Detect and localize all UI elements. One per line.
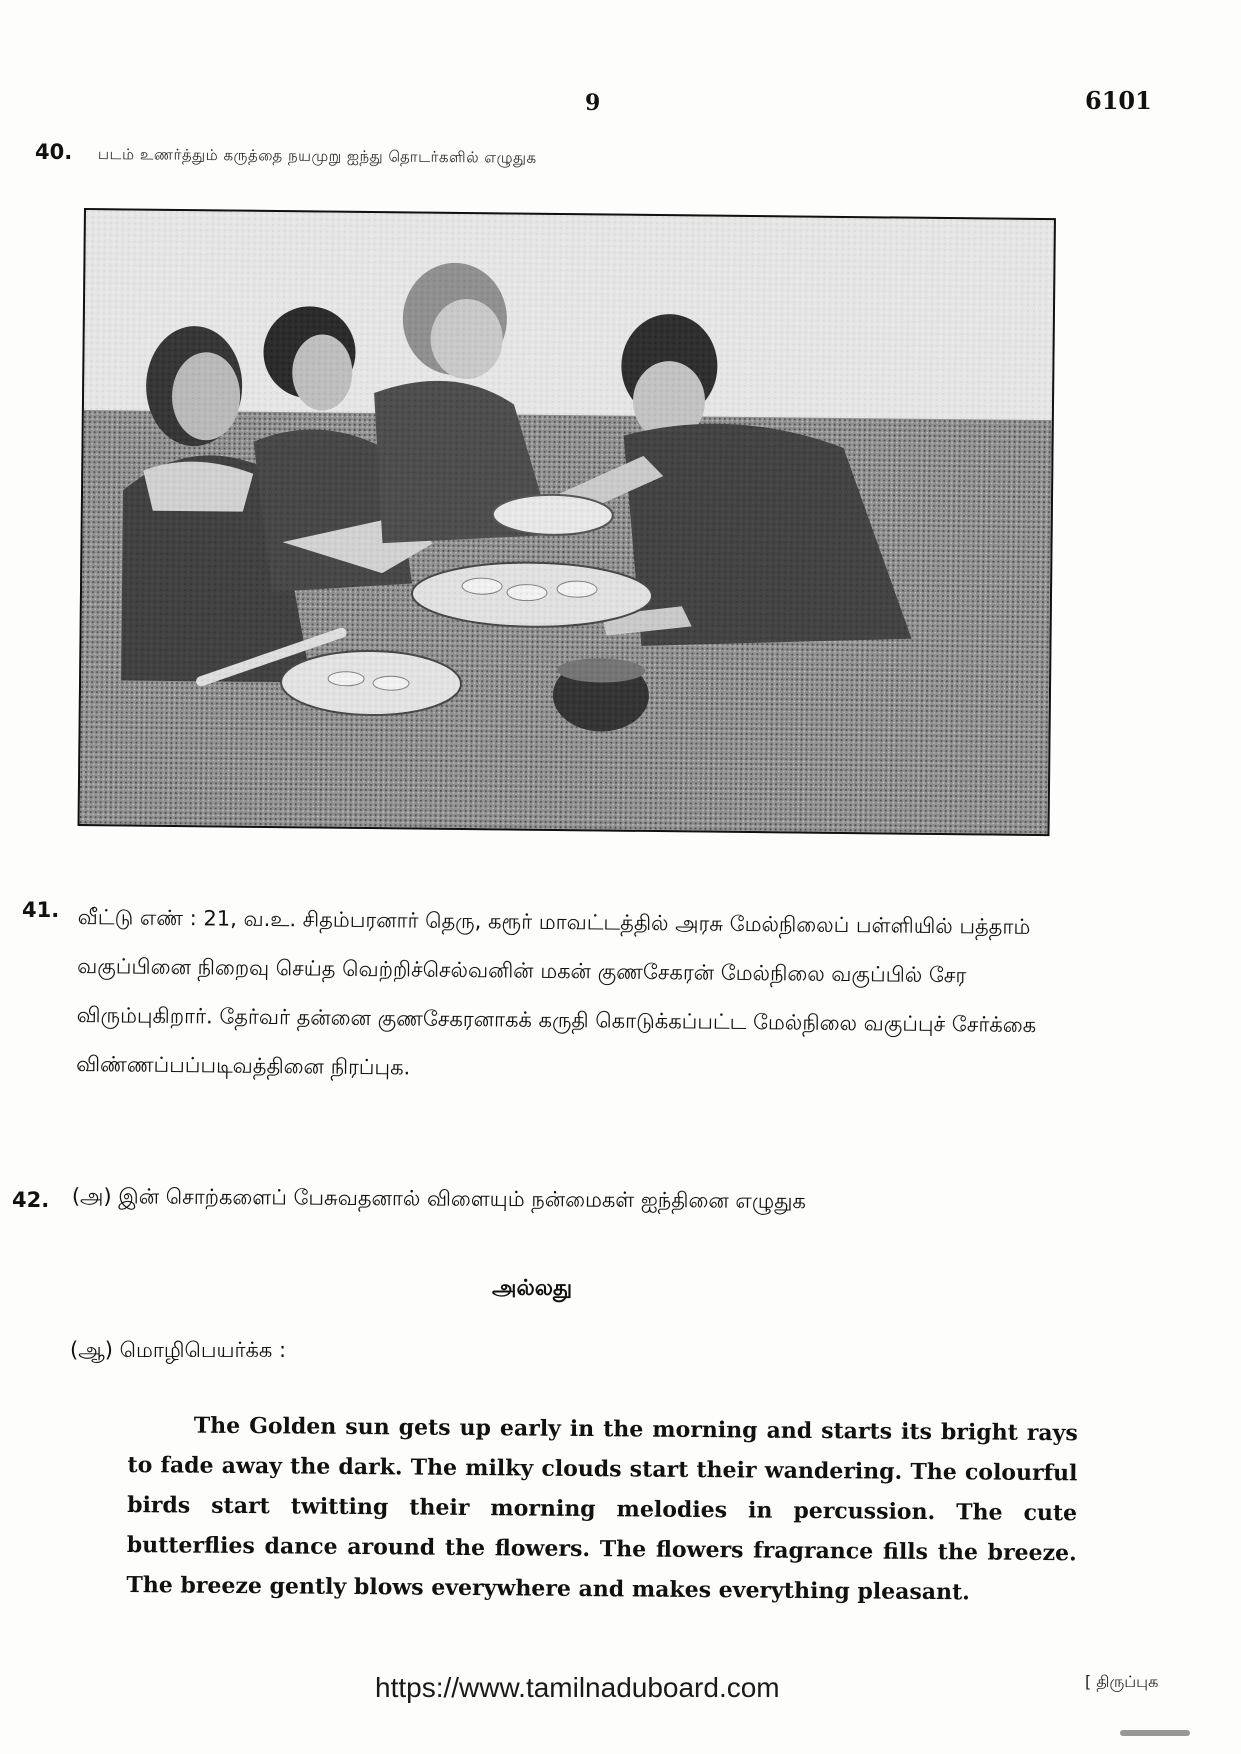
question-41-number: 41. [22, 898, 60, 922]
or-separator: அல்லது [492, 1276, 573, 1301]
page-number: 9 [585, 90, 601, 116]
question-42-option-b: (ஆ) மொழிபெயர்க்க : [70, 1338, 287, 1362]
translation-passage: The Golden sun gets up early in the morning and starts its bright rays to fade away the dark. The milky clouds start their wandering. The colourful birds start twitting their morning melodies in percussion. The cute butterflies dance around the flowers. The flowers fragrance fills the breeze. The breeze gently blows everywhere and makes everything pleasant. [126, 1412, 1078, 1606]
question-41-text: வீட்டு எண் : 21, வ.உ. சிதம்பரனார் தெரு, கரூர் மாவட்டத்தில் அரசு மேல்நிலைப் பள்ளியில் பத்தாம் வகுப்பினை நிறைவு செய்த வெற்றிச்செல்வனின் மகன் குணசேகரன் மேல்நிலை வகுப்பில் சேர விரும்புகிறார். தேர்வர் தன்னை குணசேகரனாகக் கருதி கொடுக்கப்பட்ட மேல்நிலை வகுப்புச் சேர்க்கை விண்ணப்பப்படிவத்தினை நிரப்புக. [76, 904, 1037, 1080]
source-url: https://www.tamilnaduboard.com [375, 1672, 780, 1703]
question-40-number: 40. [35, 140, 73, 164]
question-42-number: 42. [12, 1188, 50, 1212]
question-42-option-a: (அ) இன் சொற்களைப் பேசுவதனால் விளையும் நன்மைகள் ஐந்தினை எழுதுக [71, 1184, 806, 1214]
paper-code: 6101 [1085, 86, 1152, 115]
scan-edge-mark [1120, 1730, 1190, 1736]
question-40-text: படம் உணர்த்தும் கருத்தை நயமுறு ஐந்து தொடர்களில் எழுதுக [97, 145, 537, 167]
turn-over-note: [ திருப்புக [1085, 1672, 1159, 1691]
family-meal-photo [78, 208, 1056, 836]
